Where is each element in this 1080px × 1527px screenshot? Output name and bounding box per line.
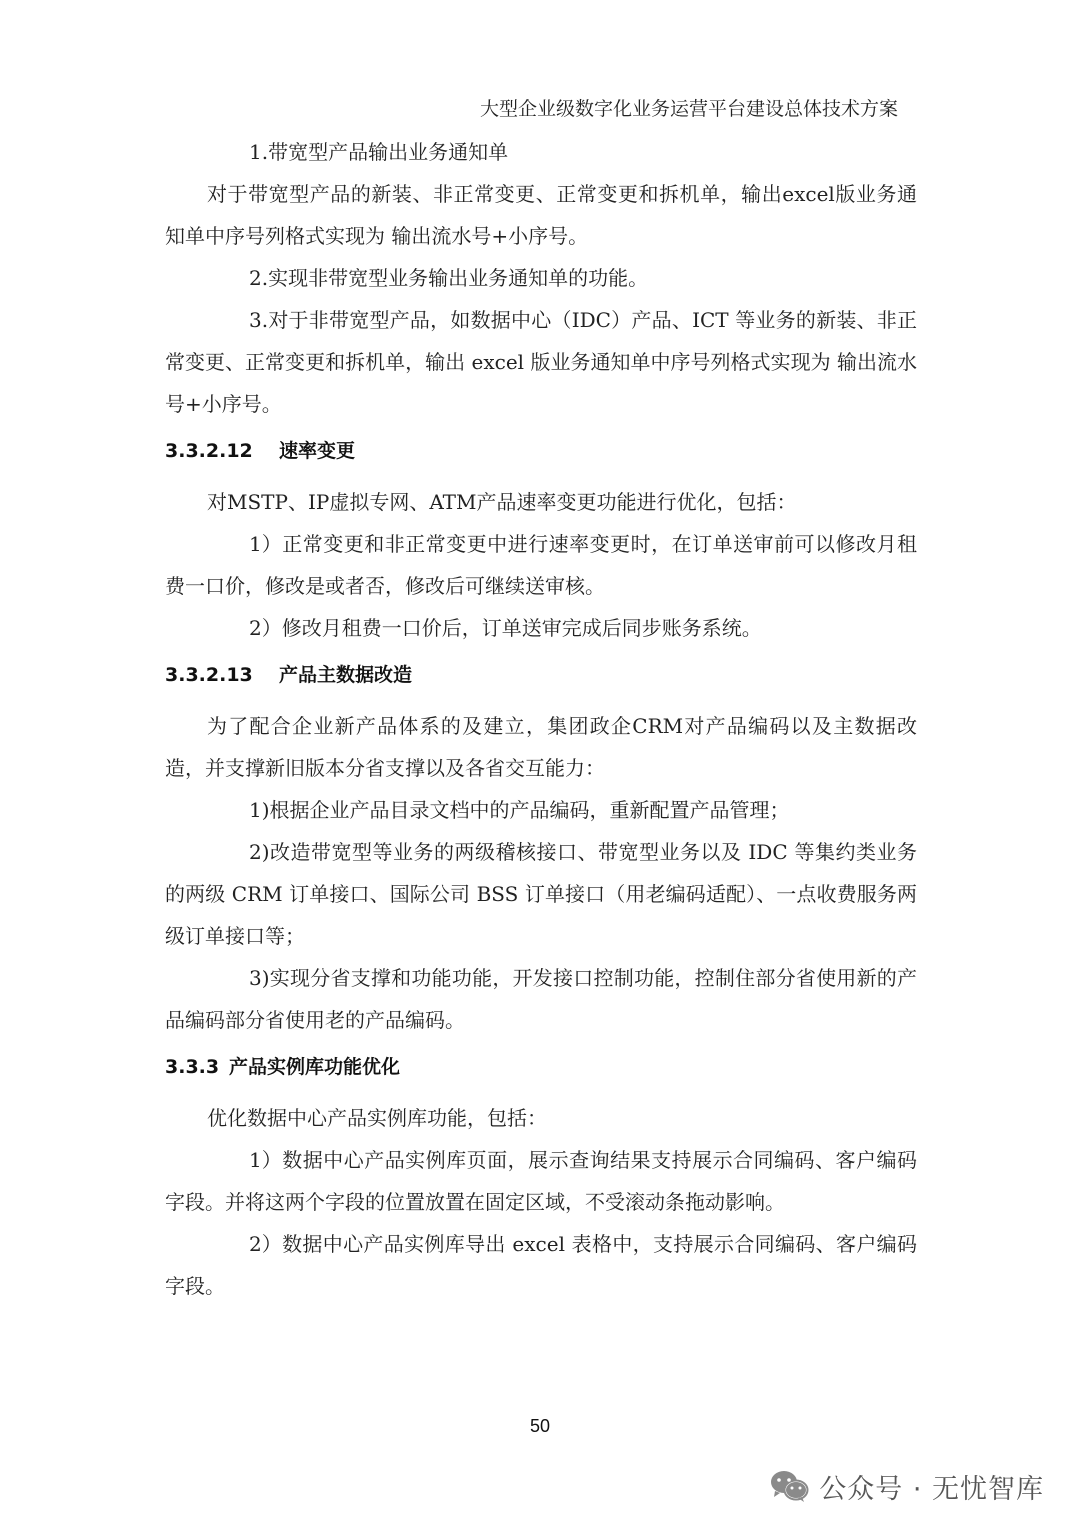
section-heading	[165, 1053, 917, 1081]
section-title: 产品主数据改造	[279, 664, 413, 686]
list-item	[165, 1139, 917, 1223]
list-item	[165, 257, 917, 299]
list-item-number: 2)	[249, 840, 270, 864]
header-divider	[165, 126, 898, 127]
list-item-number: 2）	[249, 616, 282, 640]
list-item	[165, 131, 917, 173]
paragraph: 为了配合企业新产品体系的及建立，集团政企CRM对产品编码以及主数据改造，并支撑新旧版本分省支撑以及各省交互能力：	[165, 714, 917, 780]
list-item-number: 1)	[249, 798, 270, 822]
list-item	[165, 831, 917, 957]
list-item-text: 数据中心产品实例库导出 excel 表格中，支持展示合同编码、客户编码字段。	[165, 1232, 917, 1298]
section-title: 速率变更	[279, 440, 356, 462]
paragraph: 对于带宽型产品的新装、非正常变更、正常变更和拆机单，输出excel版业务通知单中序号列格式实现为 输出流水号+小序号。	[165, 182, 917, 248]
list-item	[165, 1223, 917, 1307]
list-item-number: 1）	[249, 1148, 282, 1172]
list-item-number: 1）	[249, 532, 282, 556]
page-header	[165, 96, 898, 122]
document-body	[165, 131, 917, 1307]
list-item-number: 3.	[249, 308, 269, 332]
list-item	[165, 607, 917, 649]
list-item-text: 修改月租费一口价后，订单送审完成后同步账务系统。	[281, 616, 762, 640]
watermark	[769, 1464, 1044, 1508]
list-item	[165, 299, 917, 425]
document-title: 大型企业级数字化业务运营平台建设总体技术方案	[479, 98, 898, 120]
paragraph: 优化数据中心产品实例库功能，包括：	[207, 1106, 547, 1130]
page-number: 50	[529, 1416, 551, 1436]
list-item-text: 改造带宽型等业务的两级稽核接口、带宽型业务以及 IDC 等集约类业务的两级 CRM 订单接口、国际公司 BSS 订单接口（用老编码适配）、一点收费服务两级订单接口等；	[165, 840, 917, 948]
list-item	[165, 957, 917, 1041]
list-item-text: 实现非带宽型业务输出业务通知单的功能。	[268, 266, 649, 290]
list-item-text: 带宽型产品输出业务通知单	[268, 140, 509, 164]
list-item-number: 2）	[249, 1232, 282, 1256]
section-heading	[165, 437, 917, 465]
section-number: 3.3.3	[165, 1056, 220, 1078]
list-item-text: 根据企业产品目录文档中的产品编码，重新配置产品管理；	[269, 798, 790, 822]
paragraph: 对MSTP、IP虚拟专网、ATM产品速率变更功能进行优化，包括：	[207, 490, 797, 514]
watermark-text: 公众号 · 无忧智库	[819, 1473, 1044, 1505]
section-title: 产品实例库功能优化	[229, 1056, 401, 1078]
list-item-text: 正常变更和非正常变更中进行速率变更时，在订单送审前可以修改月租费一口价，修改是或者否，修改后可继续送审核。	[165, 532, 917, 598]
section-number: 3.3.2.12	[165, 440, 253, 462]
list-item-text: 对于非带宽型产品，如数据中心（IDC）产品、ICT 等业务的新装、非正常变更、正常变更和拆机单，输出 excel 版业务通知单中序号列格式实现为 输出流水号+小序号。	[165, 308, 917, 416]
list-item-number: 1.	[249, 140, 269, 164]
list-item-text: 数据中心产品实例库页面，展示查询结果支持展示合同编码、客户编码字段。并将这两个字段的位置放置在固定区域，不受滚动条拖动影响。	[165, 1148, 917, 1214]
wechat-icon	[769, 1469, 809, 1503]
list-item	[165, 789, 917, 831]
section-number: 3.3.2.13	[165, 664, 253, 686]
list-item-number: 2.	[249, 266, 269, 290]
list-item	[165, 523, 917, 607]
section-heading	[165, 661, 917, 689]
list-item-text: 实现分省支撑和功能功能，开发接口控制功能，控制住部分省使用新的产品编码部分省使用老的产品编码。	[165, 966, 917, 1032]
list-item-number: 3)	[249, 966, 270, 990]
